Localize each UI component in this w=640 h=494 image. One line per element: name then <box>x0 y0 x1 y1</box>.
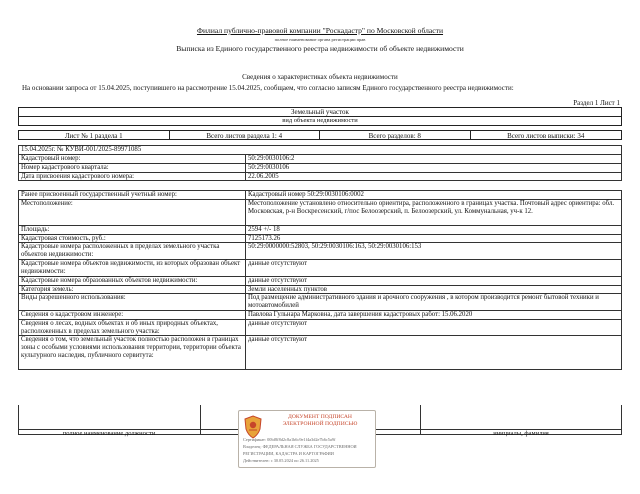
row-label: Дата присвоения кадастрового номера: <box>19 172 246 181</box>
stamp-line-1: ДОКУМЕНТ ПОДПИСАН <box>288 414 352 420</box>
row-value: 22.06.2005 <box>246 172 622 181</box>
sheets-in-section: Всего листов раздела 1: 4 <box>170 131 321 139</box>
row-label: Кадастровая стоимость, руб.: <box>19 234 246 243</box>
table-row <box>19 336 622 370</box>
table-row <box>19 146 622 155</box>
row-value: данные отсутствуют <box>246 276 622 285</box>
row-value: Земли населенных пунктов <box>246 285 622 294</box>
stamp-line-2: ЭЛЕКТРОННОЙ ПОДПИСЬЮ <box>282 421 358 427</box>
stamp-line-5: РЕГИСТРАЦИИ, КАДАСТРА И КАРТОГРАФИИ <box>243 452 334 456</box>
object-type-box <box>18 107 622 126</box>
name-caption: инициалы, фамилия <box>493 430 549 437</box>
position-caption: полное наименование должности <box>62 430 156 437</box>
row-label: Кадастровые номера образованных объектов недвижимости: <box>19 276 246 285</box>
stamp-line-6: Действителен: с 30.05.2024 по 26.11.2025 <box>243 459 319 463</box>
table-row <box>19 285 622 294</box>
row-value: Павлова Гульнара Марковна, дата завершения кадастровых работ: 15.06.2020 <box>246 310 622 319</box>
row-label: Категория земель: <box>19 285 246 294</box>
row-label: Кадастровые номера объектов недвижимости, из которых образован объект недвижимости: <box>19 260 246 277</box>
table-row <box>19 294 622 311</box>
row-label: Площадь: <box>19 225 246 234</box>
row-value: Местоположение установлено относительно ориентира, расположенного в границах участка. Почтовый адрес ориентира: обл. Московская, р-н Воскресенский, г/пос Белоозерский, п. Белоозерский, ул. Коммунальная, уч-к 12. <box>246 199 622 225</box>
table-row <box>19 191 622 200</box>
row-value: Кадастровый номер 50:29:0030106:0002 <box>246 191 622 200</box>
sheet-info-row <box>18 130 622 140</box>
intro-text: На основании запроса от 15.04.2025, поступившего на рассмотрение 15.04.2025, сообщаем, что согласно записям Единого государственного реестра недвижимости: <box>22 84 514 92</box>
org-caption: полное наименование органа регистрации прав <box>274 36 366 42</box>
row-value: данные отсутствуют <box>246 319 622 336</box>
table-row <box>19 319 622 336</box>
row-value: данные отсутствуют <box>246 260 622 277</box>
sections-count: Всего разделов: 8 <box>320 131 471 139</box>
row-label: Сведения о кадастровом инженере: <box>19 310 246 319</box>
row-label: Сведения о том, что земельный участок полностью расположен в границах зоны с особыми условиями использования территории, территории объекта культурного наследия, публичного сервитута: <box>19 336 246 370</box>
row-value: 7125173.26 <box>246 234 622 243</box>
e-signature-stamp <box>238 410 376 468</box>
cadastral-table-a <box>18 145 622 181</box>
date-ref: 15.04.2025г. № КУВИ-001/2025-89971085 <box>19 146 622 155</box>
document-title: Выписка из Единого государственного реестра недвижимости об объекте недвижимости <box>176 43 464 53</box>
row-value: 50:29:0030106 <box>246 163 622 172</box>
stamp-line-3: Сертификат: 00bf8f8d2c8a1b6c9e1f4a3d2e7b6c5a9f <box>243 438 336 442</box>
row-value: 50:29:0030106:2 <box>246 155 622 164</box>
coat-of-arms-icon <box>243 415 263 439</box>
sheet-number: Лист № 1 раздела 1 <box>19 131 170 139</box>
sheets-in-extract: Всего листов выписки: 34 <box>507 132 585 140</box>
object-type-caption: вид объекта недвижимости <box>282 117 358 124</box>
table-row <box>19 260 622 277</box>
table-row <box>19 243 622 260</box>
row-value: 2594 +/- 18 <box>246 225 622 234</box>
signature-vline-left <box>200 405 201 435</box>
table-row <box>19 155 622 164</box>
table-row <box>19 225 622 234</box>
org-name: Филиал публично-правовой компании "Роскадастр" по Московской области <box>196 26 444 35</box>
object-type: Земельный участок <box>19 108 621 117</box>
table-row <box>19 276 622 285</box>
table-row <box>19 172 622 181</box>
header <box>0 27 640 54</box>
table-row <box>19 199 622 225</box>
stamp-line-4: Владелец: ФЕДЕРАЛЬНАЯ СЛУЖБА ГОСУДАРСТВЕННОЙ <box>243 445 357 449</box>
cadastral-table-b <box>18 190 622 370</box>
row-label: Сведения о лесах, водных объектах и об иных природных объектах, расположенных в пределах земельного участка: <box>19 319 246 336</box>
table-row <box>19 234 622 243</box>
row-label: Кадастровый номер: <box>19 155 246 164</box>
section-label: Раздел 1 Лист 1 <box>573 99 620 107</box>
table-row <box>19 163 622 172</box>
row-label: Номер кадастрового квартала: <box>19 163 246 172</box>
row-label: Местоположение: <box>19 199 246 225</box>
row-value: Под размещение административного здания и арочного сооружения , в котором производится ремонт бытовой техники и мотоавтомобилей <box>246 294 622 311</box>
row-label: Виды разрешенного использования: <box>19 294 246 311</box>
row-label: Кадастровые номера расположенных в пределах земельного участка объектов недвижимости: <box>19 243 246 260</box>
subtitle: Сведения о характеристиках объекта недвижимости <box>242 73 398 81</box>
row-value: 50:29:0000000:52803, 50:29:0030106:163, 50:29:0030106:153 <box>246 243 622 260</box>
row-label: Ранее присвоенный государственный учетный номер: <box>19 191 246 200</box>
table-row <box>19 310 622 319</box>
row-value: данные отсутствуют <box>246 336 622 370</box>
